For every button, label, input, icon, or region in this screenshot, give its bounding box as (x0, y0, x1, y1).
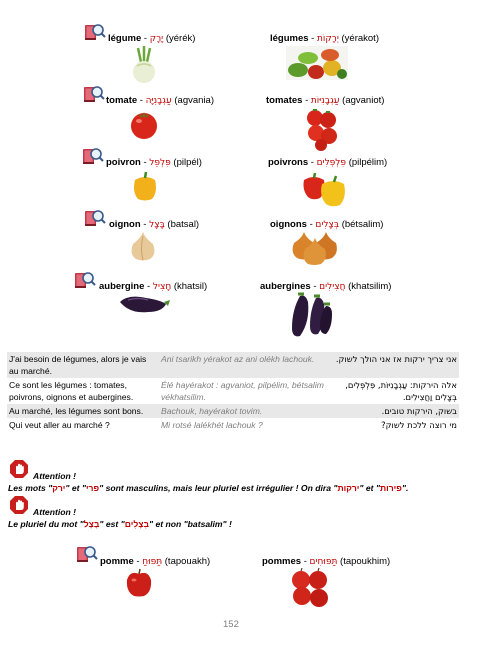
stop-hand-icon (9, 495, 29, 515)
vocab-legumes: légumes - יְרָקוֹת (yérakot) (270, 33, 379, 44)
vocab-oignon: oignon - בָּצָל (batsal) (109, 219, 200, 230)
phrase-transliteration: Ani tsarikh yérakot az ani olékh lachouk. (159, 352, 333, 378)
phrase-hebrew: בשוק, הירקות טובים. (333, 404, 459, 418)
vocab-tomates: tomates - עַגְבָנִיּוֹת (agvaniot) (266, 95, 385, 106)
attention-title: Attention ! (33, 507, 76, 517)
phrase-hebrew: אלה הירקות: עַגְבָנִיּוֹת, פִּלְפְּלִים, בְּצָלִים וַחֲצִילִים. (345, 380, 457, 402)
dictionary-magnifier-icon (83, 84, 105, 104)
phrase-table (7, 352, 459, 432)
vocab-poivrons: poivrons - פִּלְפְּלִים (pilpélim) (268, 157, 388, 168)
phrase-french: J'ai besoin de légumes, alors je vais au marché. (7, 352, 159, 378)
yellow-pepper-image (130, 170, 160, 202)
dictionary-magnifier-icon (74, 270, 96, 290)
phrase-hebrew: מי רוצה ללכת לשוק? (381, 420, 457, 430)
vocab-poivron: poivron - פִּלְפֵּל (pilpél) (106, 157, 202, 168)
dictionary-magnifier-icon (84, 22, 106, 42)
attention-text: Le pluriel du mot "בָּצָל" est "בְּצָלִים" et non "batsalim" ! (8, 519, 232, 529)
onions-image (290, 228, 342, 266)
attention-text: Les mots "ירק" et "פרי" sont masculins, mais leur pluriel est irrégulier ! On dira "ירקות" et "פירות". (8, 483, 409, 493)
eggplant-image (118, 292, 172, 316)
attention-title: Attention ! (33, 471, 76, 481)
dictionary-magnifier-icon (82, 146, 104, 166)
phrase-transliteration: Élé hayérakot : agvaniot, pilpélim, bétsalim vékhatsilim. (161, 380, 324, 402)
page-number: 152 (223, 619, 239, 630)
table-row (7, 404, 459, 418)
phrase-french: Qui veut aller au marché ? (9, 420, 110, 430)
phrase-transliteration: Bachouk, hayérakot tovim. (159, 404, 333, 418)
vocab-pommes: pommes - תַּפּוּחִים (tapoukhim) (262, 556, 391, 567)
peppers-image (302, 170, 348, 210)
eggplants-image (286, 292, 336, 340)
apple-image (124, 568, 154, 598)
phrase-french: Ce sont les légumes : tomates, poivrons, oignons et aubergines. (9, 380, 134, 402)
vocab-aubergine: aubergine - חָצִיל (khatsil) (99, 281, 208, 292)
vocab-tomate: tomate - עַגְבָנִיָּה (agvania) (106, 95, 214, 106)
table-row (7, 352, 459, 378)
table-row (7, 378, 459, 404)
dictionary-magnifier-icon (76, 544, 98, 564)
fennel-image (130, 46, 158, 84)
phrase-french: Au marché, les légumes sont bons. (7, 404, 159, 418)
vegetables-basket-image (286, 46, 348, 80)
apples-image (288, 568, 332, 610)
vocab-pomme: pomme - תַּפּוּחַ (tapouakh) (100, 556, 211, 567)
stop-hand-icon (9, 459, 29, 479)
vocab-oignons: oignons - בְּצָלִים (bétsalim) (270, 219, 384, 230)
phrase-transliteration: Mi rotsé lalékhét lachouk ? (161, 420, 263, 430)
table-row (7, 418, 459, 432)
tomatoes-image (304, 106, 338, 152)
tomato-image (128, 108, 160, 140)
vocab-aubergines: aubergines - חֲצִילִים (khatsilim) (260, 281, 392, 292)
vocab-legume: légume - יָרָק (yérék) (108, 33, 196, 44)
onion-image (128, 230, 158, 262)
dictionary-magnifier-icon (84, 208, 106, 228)
phrase-hebrew: אני צריך ירקות אז אני הולך לשוק. (333, 352, 459, 378)
